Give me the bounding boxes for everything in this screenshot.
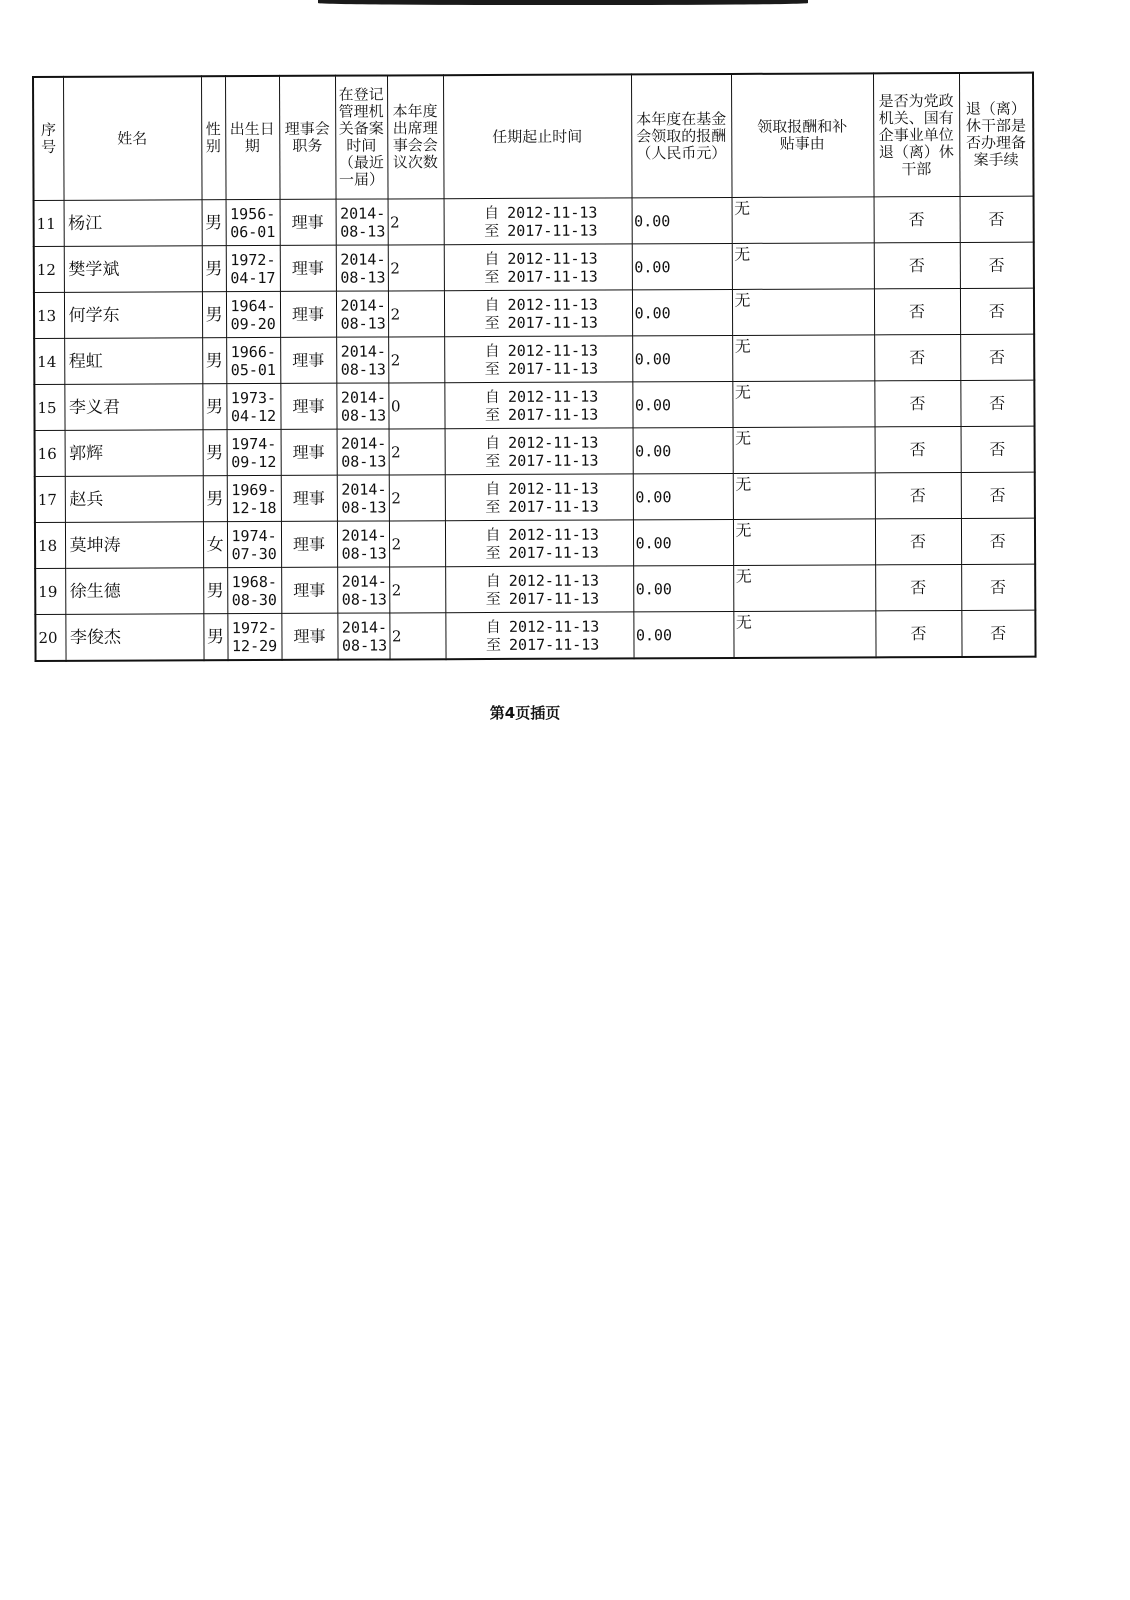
filed-month-day: 08-13 (341, 497, 387, 517)
filed-month-day: 08-13 (341, 635, 388, 655)
table-body (34, 196, 1036, 661)
cell-attendance: 2 (388, 337, 444, 383)
filed-month-day: 08-13 (340, 267, 386, 287)
header-row (33, 73, 1034, 201)
cell-no: 15 (34, 384, 64, 430)
term-start (485, 433, 632, 452)
filed-year: 2014- (341, 571, 387, 591)
term-start (485, 479, 632, 498)
cell-no: 12 (34, 246, 64, 292)
filed-year: 2014- (340, 295, 386, 315)
term-end (484, 221, 631, 240)
cell-position: 理事 (280, 291, 336, 337)
cell-filing-done: 否 (960, 380, 1034, 426)
cell-filing-time (336, 291, 388, 337)
filed-year: 2014- (340, 203, 386, 223)
term-start-date: 2012-11-13 (507, 249, 598, 268)
birth-month-day: 07-30 (231, 544, 277, 563)
term-start-date: 2012-11-13 (508, 525, 599, 544)
cell-no: 13 (34, 292, 64, 338)
cell-name: 赵兵 (65, 476, 203, 523)
filed-year: 2014- (341, 433, 387, 453)
cell-remuneration: 0.00 (633, 473, 733, 519)
cell-position: 理事 (281, 429, 337, 475)
birth-year: 1974- (231, 434, 277, 453)
cell-term (445, 612, 633, 659)
cell-reason: 无 (732, 197, 874, 244)
table-row (34, 380, 1034, 430)
cell-filing-done: 否 (960, 334, 1034, 380)
term-start (486, 617, 633, 636)
cell-gender: 男 (202, 292, 226, 338)
filed-year: 2014- (340, 387, 387, 407)
cell-name: 郭辉 (65, 430, 203, 477)
term-end-date: 2017-11-13 (507, 359, 599, 378)
filed-year: 2014- (340, 249, 386, 269)
term-start-date: 2012-11-13 (507, 203, 598, 222)
cell-reason: 无 (733, 519, 875, 566)
birth-year: 1956- (230, 204, 276, 223)
term-start (486, 571, 633, 590)
term-end-label: 至 (484, 221, 500, 240)
cell-filing-done: 否 (961, 472, 1035, 518)
term-end-label: 至 (485, 451, 501, 470)
cell-no: 18 (35, 522, 65, 568)
term-start-label: 自 (484, 341, 500, 360)
cell-position: 理事 (280, 199, 336, 245)
birth-month-day: 12-29 (231, 636, 278, 655)
birth-year: 1972- (231, 618, 278, 637)
cell-position: 理事 (281, 567, 337, 613)
cell-no: 14 (34, 338, 64, 384)
filed-month-day: 08-13 (340, 359, 386, 379)
birth-year: 1974- (231, 526, 277, 545)
cell-filing-time (336, 245, 388, 291)
birth-year: 1972- (230, 250, 276, 269)
term-start-label: 自 (485, 571, 501, 590)
term-end-date: 2017-11-13 (508, 451, 599, 470)
cell-reason: 无 (733, 565, 875, 612)
cell-gender: 男 (203, 568, 227, 614)
header-reason: 领取报酬和补贴事由 (731, 73, 874, 197)
header-remuneration: 本年度在基金会领取的报酬（人民币元） (631, 74, 732, 198)
term-start-date: 2012-11-13 (507, 387, 599, 406)
cell-attendance: 0 (388, 383, 444, 429)
cell-term (445, 566, 633, 613)
cell-no: 20 (35, 614, 65, 661)
cell-gender: 男 (203, 476, 227, 522)
birth-month-day: 04-12 (230, 406, 277, 425)
cell-birth (226, 291, 280, 337)
cell-reason: 无 (732, 381, 874, 428)
cell-attendance: 2 (389, 521, 445, 567)
cell-filing-time (336, 337, 388, 383)
cell-reason: 无 (733, 427, 875, 474)
table-row (35, 564, 1035, 614)
cell-retired-cadre: 否 (874, 242, 960, 288)
birth-month-day: 04-17 (230, 268, 276, 287)
cell-remuneration: 0.00 (633, 519, 733, 565)
term-start (485, 525, 632, 544)
cell-filing-done: 否 (961, 564, 1035, 610)
birth-year: 1973- (230, 388, 277, 407)
header-filing-time: 在登记管理机关备案时间（最近一届） (335, 75, 388, 199)
cell-filing-time (336, 199, 388, 245)
cell-term (445, 428, 633, 475)
term-end (485, 497, 632, 516)
cell-no: 19 (35, 568, 65, 614)
term-end-label: 至 (485, 589, 501, 608)
term-start-label: 自 (485, 617, 501, 636)
term-start-label: 自 (484, 203, 500, 222)
cell-remuneration: 0.00 (633, 427, 733, 473)
term-end-date: 2017-11-13 (508, 497, 599, 516)
term-start-date: 2012-11-13 (507, 341, 599, 360)
cell-reason: 无 (732, 335, 874, 382)
table-row (34, 196, 1034, 246)
term-end-label: 至 (484, 313, 500, 332)
cell-remuneration: 0.00 (632, 243, 732, 289)
filed-month-day: 08-13 (340, 221, 386, 241)
term-end (485, 451, 632, 470)
table-row (34, 334, 1034, 384)
term-end-date: 2017-11-13 (507, 405, 599, 424)
cell-attendance: 2 (389, 567, 445, 613)
cell-reason: 无 (733, 473, 875, 520)
term-start-label: 自 (484, 387, 500, 406)
cell-filing-time (337, 521, 389, 567)
header-attendance: 本年度出席理事会会议次数 (387, 75, 444, 199)
cell-name: 李义君 (64, 384, 202, 431)
cell-remuneration: 0.00 (633, 565, 733, 611)
term-end-date: 2017-11-13 (508, 543, 599, 562)
term-end-date: 2017-11-13 (507, 313, 598, 332)
cell-filing-done: 否 (960, 242, 1034, 288)
cell-position: 理事 (280, 245, 336, 291)
header-gender: 性别 (201, 76, 226, 200)
term-start-label: 自 (484, 295, 500, 314)
cell-birth (226, 383, 280, 429)
term-end-label: 至 (485, 543, 501, 562)
cell-reason: 无 (733, 611, 875, 658)
page-footer: 第4页插页 (489, 704, 561, 722)
term-start-date: 2012-11-13 (508, 479, 599, 498)
cell-position: 理事 (280, 383, 336, 429)
cell-gender: 女 (203, 522, 227, 568)
cell-birth (227, 429, 281, 475)
cell-attendance: 2 (389, 429, 445, 475)
header-retired-cadre: 是否为党政机关、国有企事业单位退（离）休干部 (873, 73, 960, 197)
term-end-label: 至 (485, 635, 502, 654)
cell-retired-cadre: 否 (875, 610, 961, 657)
term-end (485, 405, 632, 424)
table-row (35, 472, 1035, 522)
cell-reason: 无 (732, 243, 874, 290)
cell-gender: 男 (203, 614, 227, 661)
table-row (35, 426, 1035, 476)
cell-term (445, 474, 633, 521)
cell-filing-done: 否 (961, 426, 1035, 472)
cell-birth (227, 613, 281, 660)
term-end (485, 313, 632, 332)
term-start-date: 2012-11-13 (507, 295, 598, 314)
term-end-date: 2017-11-13 (508, 589, 600, 608)
cell-no: 11 (34, 200, 64, 246)
director-table-sheet (32, 72, 1035, 662)
birth-month-day: 09-20 (230, 314, 276, 333)
filed-year: 2014- (341, 479, 387, 499)
cell-remuneration: 0.00 (633, 611, 733, 658)
cell-retired-cadre: 否 (874, 380, 960, 426)
cell-filing-time (337, 567, 389, 613)
cell-term (444, 382, 632, 429)
term-start (484, 203, 631, 222)
cell-term (444, 244, 632, 291)
cell-position: 理事 (281, 475, 337, 521)
cell-retired-cadre: 否 (875, 472, 961, 518)
term-start-date: 2012-11-13 (508, 433, 599, 452)
cell-retired-cadre: 否 (874, 288, 960, 334)
director-table (32, 72, 1037, 662)
term-end-label: 至 (484, 359, 500, 378)
term-end-date: 2017-11-13 (507, 267, 598, 286)
cell-filing-time (336, 383, 388, 429)
cell-remuneration: 0.00 (632, 197, 732, 243)
cell-name: 李俊杰 (65, 614, 203, 661)
table-row (34, 288, 1034, 338)
term-start-label: 自 (484, 249, 500, 268)
term-start-label: 自 (485, 433, 501, 452)
cell-attendance: 2 (388, 245, 444, 291)
cell-filing-time (337, 429, 389, 475)
term-end-label: 至 (485, 497, 501, 516)
cell-gender: 男 (203, 430, 227, 476)
term-end-label: 至 (484, 267, 500, 286)
cell-gender: 男 (202, 338, 226, 384)
cell-gender: 男 (202, 384, 226, 430)
cell-name: 樊学斌 (64, 246, 202, 293)
term-start-date: 2012-11-13 (508, 617, 600, 636)
table-row (35, 518, 1035, 568)
cell-attendance: 2 (389, 613, 445, 660)
cell-reason: 无 (732, 289, 874, 336)
cell-name: 何学东 (64, 292, 202, 339)
cell-filing-done: 否 (960, 288, 1034, 334)
birth-month-day: 06-01 (230, 222, 276, 241)
birth-year: 1966- (230, 342, 276, 361)
cell-gender: 男 (202, 200, 226, 246)
header-birth: 出生日期 (225, 76, 280, 200)
cell-term (445, 520, 633, 567)
filed-month-day: 08-13 (340, 313, 386, 333)
term-start-label: 自 (485, 525, 501, 544)
term-end (486, 589, 633, 608)
birth-month-day: 08-30 (231, 590, 277, 609)
header-name: 姓名 (63, 76, 202, 200)
cell-filing-time (337, 613, 389, 660)
cell-term (444, 336, 632, 383)
birth-year: 1968- (231, 572, 277, 591)
cell-name: 程虹 (64, 338, 202, 385)
term-end-label: 至 (484, 405, 501, 424)
table-row (34, 242, 1034, 292)
filed-year: 2014- (341, 525, 387, 545)
term-end (485, 359, 632, 378)
cell-name: 杨江 (64, 200, 202, 247)
birth-year: 1969- (231, 480, 277, 499)
birth-year: 1964- (230, 296, 276, 315)
cell-remuneration: 0.00 (632, 381, 732, 427)
cell-birth (227, 567, 281, 613)
cell-birth (226, 337, 280, 383)
cell-retired-cadre: 否 (875, 564, 961, 610)
cell-remuneration: 0.00 (632, 335, 732, 381)
cell-birth (227, 475, 281, 521)
term-start-label: 自 (485, 479, 501, 498)
birth-month-day: 09-12 (231, 452, 277, 471)
filed-year: 2014- (340, 341, 386, 361)
cell-position: 理事 (280, 337, 336, 383)
cell-retired-cadre: 否 (874, 196, 960, 242)
cell-birth (226, 245, 280, 291)
filed-month-day: 08-13 (341, 451, 387, 471)
cell-filing-done: 否 (961, 518, 1035, 564)
cell-attendance: 2 (388, 199, 444, 245)
term-start (484, 249, 631, 268)
term-end-date: 2017-11-13 (508, 635, 600, 654)
cell-filing-done: 否 (960, 196, 1034, 242)
cell-retired-cadre: 否 (875, 518, 961, 564)
cell-position: 理事 (281, 613, 337, 660)
term-start (485, 387, 632, 406)
cell-filing-done: 否 (961, 610, 1035, 657)
birth-month-day: 05-01 (230, 360, 276, 379)
term-end (486, 543, 633, 562)
cell-term (444, 198, 632, 245)
cell-retired-cadre: 否 (874, 334, 960, 380)
term-end (486, 635, 633, 654)
cell-name: 莫坤涛 (65, 522, 203, 569)
cell-no: 17 (35, 476, 65, 522)
header-position: 理事会职务 (279, 76, 336, 200)
table-row (35, 610, 1035, 661)
cell-no: 16 (35, 430, 65, 476)
filed-month-day: 08-13 (341, 589, 387, 609)
term-start (484, 295, 631, 314)
cell-position: 理事 (281, 521, 337, 567)
cell-gender: 男 (202, 246, 226, 292)
cell-name: 徐生德 (65, 568, 203, 615)
term-end-date: 2017-11-13 (507, 221, 598, 240)
cell-attendance: 2 (388, 291, 444, 337)
filed-month-day: 08-13 (340, 405, 387, 425)
header-no: 序号 (33, 77, 64, 201)
cell-remuneration: 0.00 (632, 289, 732, 335)
cell-retired-cadre: 否 (875, 426, 961, 472)
header-filing-done: 退（离）休干部是否办理备案手续 (959, 73, 1034, 197)
term-end (484, 267, 631, 286)
cell-filing-time (337, 475, 389, 521)
filed-month-day: 08-13 (341, 543, 387, 563)
filed-year: 2014- (341, 617, 388, 637)
term-start (485, 341, 632, 360)
term-start-date: 2012-11-13 (508, 571, 600, 590)
top-scan-edge (318, 0, 808, 5)
cell-birth (226, 199, 280, 245)
cell-term (444, 290, 632, 337)
cell-attendance: 2 (389, 475, 445, 521)
cell-birth (227, 521, 281, 567)
header-term: 任期起止时间 (443, 74, 632, 198)
birth-month-day: 12-18 (231, 498, 277, 517)
